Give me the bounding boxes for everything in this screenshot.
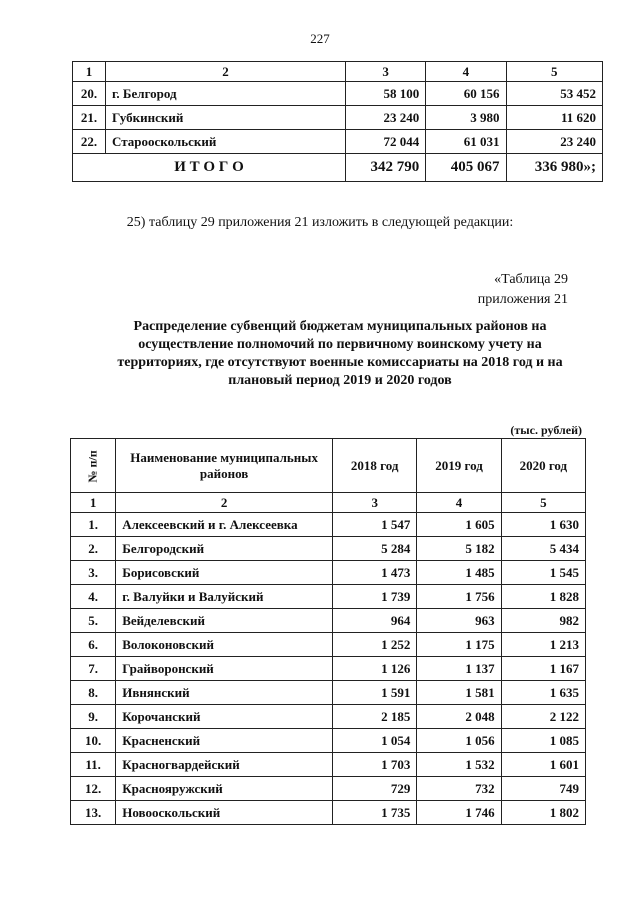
value-2019: 1 746: [417, 801, 501, 825]
table-row: [71, 801, 586, 825]
col-header: 3: [346, 62, 426, 82]
col-header-name: Наименование муниципальных районов: [116, 439, 333, 493]
row-number: 12.: [71, 777, 116, 801]
value-2019: 732: [417, 777, 501, 801]
district-name: Борисовский: [116, 561, 333, 585]
table-row: [71, 585, 586, 609]
row-number: 10.: [71, 729, 116, 753]
value-cell: 53 452: [506, 82, 603, 106]
district-name: Алексеевский и г. Алексеевка: [116, 513, 333, 537]
value-2019: 963: [417, 609, 501, 633]
col-header-number-label: № п/п: [85, 449, 100, 483]
district-name: Грайворонский: [116, 657, 333, 681]
value-2020: 1 085: [501, 729, 585, 753]
col-header: 5: [506, 62, 603, 82]
annex-line-table: «Таблица 29: [494, 272, 568, 287]
col-header: 2: [106, 62, 346, 82]
district-name: г. Валуйки и Валуйский: [116, 585, 333, 609]
total-value: 336 980»;: [506, 154, 603, 182]
total-value: 342 790: [346, 154, 426, 182]
col-header-number: [71, 439, 116, 493]
col-header-2018: 2018 год: [333, 439, 417, 493]
row-number: 3.: [71, 561, 116, 585]
district-name: Корочанский: [116, 705, 333, 729]
district-name: Волоконовский: [116, 633, 333, 657]
col-number: 3: [333, 493, 417, 513]
page-number: 227: [310, 31, 330, 46]
col-header-2019: 2019 год: [417, 439, 501, 493]
col-header: 4: [426, 62, 506, 82]
value-2020: 1 635: [501, 681, 585, 705]
row-number: 22.: [73, 130, 106, 154]
district-name: Новооскольский: [116, 801, 333, 825]
total-row: [73, 154, 603, 182]
value-2020: 2 122: [501, 705, 585, 729]
row-number: 4.: [71, 585, 116, 609]
annex-line-appendix: приложения 21: [477, 292, 568, 307]
district-name: Красненский: [116, 729, 333, 753]
table-row: [71, 633, 586, 657]
table-row: [71, 705, 586, 729]
value-2019: 1 485: [417, 561, 501, 585]
value-2020: 1 828: [501, 585, 585, 609]
table-row: [71, 537, 586, 561]
value-cell: 23 240: [346, 106, 426, 130]
district-name: Красногвардейский: [116, 753, 333, 777]
table-row: [73, 130, 603, 154]
total-value: 405 067: [426, 154, 506, 182]
value-cell: 72 044: [346, 130, 426, 154]
document-title: Распределение субвенций бюджетам муниципальных районов на осуществление полномочий по первичному воинскому учету на территориях, где отсутствуют военные комиссариаты на 2018 год и на плановый период 2019 и 2020 годов: [117, 319, 563, 388]
value-2019: 1 532: [417, 753, 501, 777]
value-2020: 1 630: [501, 513, 585, 537]
value-cell: 61 031: [426, 130, 506, 154]
value-2019: 1 137: [417, 657, 501, 681]
total-label: И Т О Г О: [73, 154, 346, 182]
value-2020: 1 213: [501, 633, 585, 657]
value-2020: 1 802: [501, 801, 585, 825]
row-number: 21.: [73, 106, 106, 130]
amendment-instruction: 25) таблицу 29 приложения 21 изложить в следующей редакции:: [126, 215, 514, 230]
value-2018: 1 735: [333, 801, 417, 825]
value-2018: 2 185: [333, 705, 417, 729]
value-2018: 1 739: [333, 585, 417, 609]
row-number: 5.: [71, 609, 116, 633]
row-number: 8.: [71, 681, 116, 705]
table-row: [71, 513, 586, 537]
col-number: 1: [71, 493, 116, 513]
value-2018: 1 252: [333, 633, 417, 657]
value-2019: 1 175: [417, 633, 501, 657]
district-name: Ивнянский: [116, 681, 333, 705]
table-row: [73, 106, 603, 130]
value-2019: 1 581: [417, 681, 501, 705]
value-2019: 5 182: [417, 537, 501, 561]
col-header-2020: 2020 год: [501, 439, 585, 493]
row-number: 9.: [71, 705, 116, 729]
value-2018: 964: [333, 609, 417, 633]
row-number: 11.: [71, 753, 116, 777]
value-2018: 1 703: [333, 753, 417, 777]
column-number-row: [71, 493, 586, 513]
district-name: Губкинский: [106, 106, 346, 130]
row-number: 2.: [71, 537, 116, 561]
row-number: 13.: [71, 801, 116, 825]
value-2019: 2 048: [417, 705, 501, 729]
value-2018: 729: [333, 777, 417, 801]
subvention-table: [70, 438, 586, 825]
table-header-row: [71, 439, 586, 493]
value-2018: 1 126: [333, 657, 417, 681]
row-number: 7.: [71, 657, 116, 681]
table-row: [71, 753, 586, 777]
value-cell: 60 156: [426, 82, 506, 106]
table-body: [71, 513, 586, 825]
value-2020: 1 545: [501, 561, 585, 585]
value-2019: 1 056: [417, 729, 501, 753]
value-cell: 3 980: [426, 106, 506, 130]
value-2018: 1 591: [333, 681, 417, 705]
table-row: [71, 729, 586, 753]
value-2020: 749: [501, 777, 585, 801]
annex-reference: [478, 270, 568, 310]
district-name: Вейделевский: [116, 609, 333, 633]
district-name: Краснояружский: [116, 777, 333, 801]
district-name: Белгородский: [116, 537, 333, 561]
district-name: г. Белгород: [106, 82, 346, 106]
value-2020: 982: [501, 609, 585, 633]
table-row: [71, 777, 586, 801]
value-2020: 5 434: [501, 537, 585, 561]
value-2020: 1 601: [501, 753, 585, 777]
value-2018: 1 473: [333, 561, 417, 585]
value-2020: 1 167: [501, 657, 585, 681]
row-number: 20.: [73, 82, 106, 106]
value-2019: 1 605: [417, 513, 501, 537]
unit-label: (тыс. рублей): [510, 423, 582, 437]
row-number: 6.: [71, 633, 116, 657]
table-row: [71, 681, 586, 705]
value-2018: 1 547: [333, 513, 417, 537]
table-row: [71, 609, 586, 633]
col-number: 2: [116, 493, 333, 513]
value-2019: 1 756: [417, 585, 501, 609]
col-header: 1: [73, 62, 106, 82]
district-name: Старооскольский: [106, 130, 346, 154]
top-table: [72, 61, 603, 182]
col-number: 5: [501, 493, 585, 513]
table-row: [71, 657, 586, 681]
value-2018: 5 284: [333, 537, 417, 561]
value-cell: 11 620: [506, 106, 603, 130]
row-number: 1.: [71, 513, 116, 537]
table-row: [73, 82, 603, 106]
value-2018: 1 054: [333, 729, 417, 753]
table-row: [71, 561, 586, 585]
col-number: 4: [417, 493, 501, 513]
table-header-row: [73, 62, 603, 82]
value-cell: 23 240: [506, 130, 603, 154]
value-cell: 58 100: [346, 82, 426, 106]
